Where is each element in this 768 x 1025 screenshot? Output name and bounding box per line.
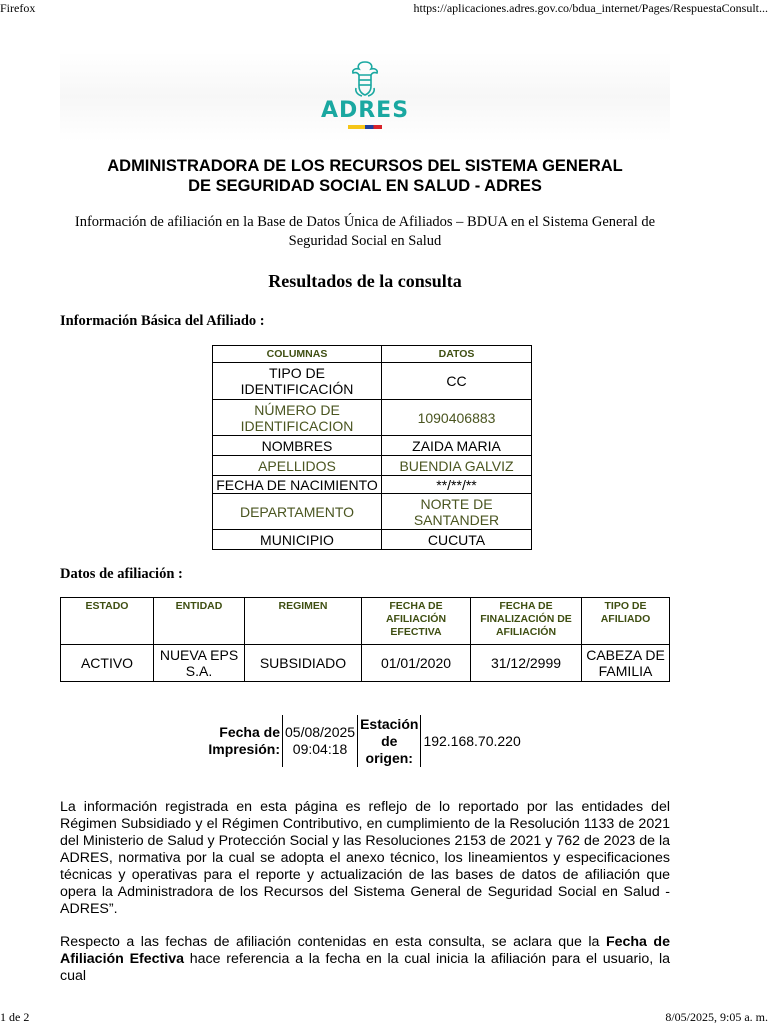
print-date-value: 05/08/2025 09:04:18 <box>283 715 358 767</box>
flag-stripe <box>348 125 382 129</box>
affiliate-type-cell: CABEZA DE FAMILIA <box>582 645 670 682</box>
basic-info-table <box>212 345 532 550</box>
field-label: NÚMERO DE IDENTIFICACION <box>213 400 382 436</box>
table-row <box>61 645 670 682</box>
field-value: CUCUTA <box>382 530 532 550</box>
station-value: 192.168.70.220 <box>423 732 521 749</box>
adres-logo <box>320 58 410 129</box>
field-label: NOMBRES <box>213 436 382 456</box>
table-header-row <box>61 598 670 645</box>
logo-text: ADRES <box>320 98 410 123</box>
column-header: TIPO DE AFILIADO <box>582 598 670 645</box>
print-footer-datetime: 8/05/2025, 9:05 a. m. <box>665 1010 768 1024</box>
subtitle-line-1: Información de afiliación en la Base de Datos Única de Afiliados – BDUA en el Sistema General de <box>74 214 656 230</box>
status-cell: ACTIVO <box>61 645 154 682</box>
subtitle-line-2: Seguridad Social en Salud <box>288 233 442 249</box>
print-footer-page: 1 de 2 <box>0 1010 30 1024</box>
affiliation-label: Datos de afiliación : <box>60 566 183 582</box>
end-date-cell: 31/12/2999 <box>471 645 582 682</box>
table-row <box>213 530 532 550</box>
field-label: FECHA DE NACIMIENTO <box>213 476 382 494</box>
column-header: DATOS <box>382 346 532 363</box>
title-line-2: DE SEGURIDAD SOCIAL EN SALUD - ADRES <box>188 177 542 195</box>
page-subtitle <box>60 213 670 251</box>
paragraph-bold-term: Fecha de Afiliación Efectiva <box>60 934 670 967</box>
basic-info-label: Información Básica del Afiliado : <box>60 313 265 329</box>
print-info-table <box>206 715 523 767</box>
field-label: APELLIDOS <box>213 456 382 476</box>
field-label: MUNICIPIO <box>213 530 382 550</box>
print-header-url: https://aplicaciones.adres.gov.co/bdua_internet/Pages/RespuestaConsult... <box>413 1 768 15</box>
field-label: DEPARTAMENTO <box>213 494 382 530</box>
paragraph-text: Respecto a las fechas de afiliación contenidas en esta consulta, se aclara que la <box>60 934 606 950</box>
table-row <box>213 494 532 530</box>
affiliation-table <box>60 597 670 682</box>
column-header: FECHA DE FINALIZACIÓN DE AFILIACIÓN <box>471 598 582 645</box>
table-row <box>213 400 532 436</box>
field-label: TIPO DE IDENTIFICACIÓN <box>213 363 382 400</box>
paragraph-text: hace referencia a la fecha en la cual inicia la afiliación para el usuario, la cual <box>60 951 670 984</box>
dates-clarification-paragraph <box>60 934 670 985</box>
column-header: ESTADO <box>61 598 154 645</box>
field-value: BUENDIA GALVIZ <box>382 456 532 476</box>
results-heading: Resultados de la consulta <box>268 271 462 291</box>
effective-date-cell: 01/01/2020 <box>362 645 471 682</box>
print-date-label: Fecha de Impresión: <box>206 715 283 767</box>
field-value: NORTE DE SANTANDER <box>382 494 532 530</box>
page-title <box>60 156 670 196</box>
regime-cell: SUBSIDIADO <box>245 645 362 682</box>
column-header: COLUMNAS <box>213 346 382 363</box>
title-line-1: ADMINISTRADORA DE LOS RECURSOS DEL SISTEMA GENERAL <box>107 157 623 175</box>
table-row <box>213 476 532 494</box>
field-value: CC <box>382 363 532 400</box>
entity-cell: NUEVA EPS S.A. <box>154 645 245 682</box>
field-value: 1090406883 <box>382 400 532 436</box>
coat-of-arms-icon <box>347 58 383 98</box>
disclaimer-paragraph: La información registrada en esta página es reflejo de lo reportado por las entidades del Régimen Subsidiado y el Régimen Contributivo, en cumplimiento de la Resolución 1133 de 2021 del Ministerio de Salud y Protección Social y las Resoluciones 2153 de 2021 y 762 de 2023 de la ADRES, normativa por la cual se adopta el anexo técnico, los lineamientos y especificaciones técnicas y operativas para el reporte y actualización de las bases de datos de afiliación que opera la Administradora de los Recursos del Sistema General de Seguridad Social en Salud - ADRES”. <box>60 799 670 917</box>
table-row <box>213 363 532 400</box>
column-header: FECHA DE AFILIACIÓN EFECTIVA <box>362 598 471 645</box>
column-header: ENTIDAD <box>154 598 245 645</box>
field-value: ZAIDA MARIA <box>382 436 532 456</box>
print-header-browser: Firefox <box>0 1 36 15</box>
table-row <box>213 436 532 456</box>
field-value: **/**/** <box>382 476 532 494</box>
station-label: Estación de origen: <box>358 715 421 767</box>
table-row <box>213 456 532 476</box>
column-header: REGIMEN <box>245 598 362 645</box>
table-header-row <box>213 346 532 363</box>
